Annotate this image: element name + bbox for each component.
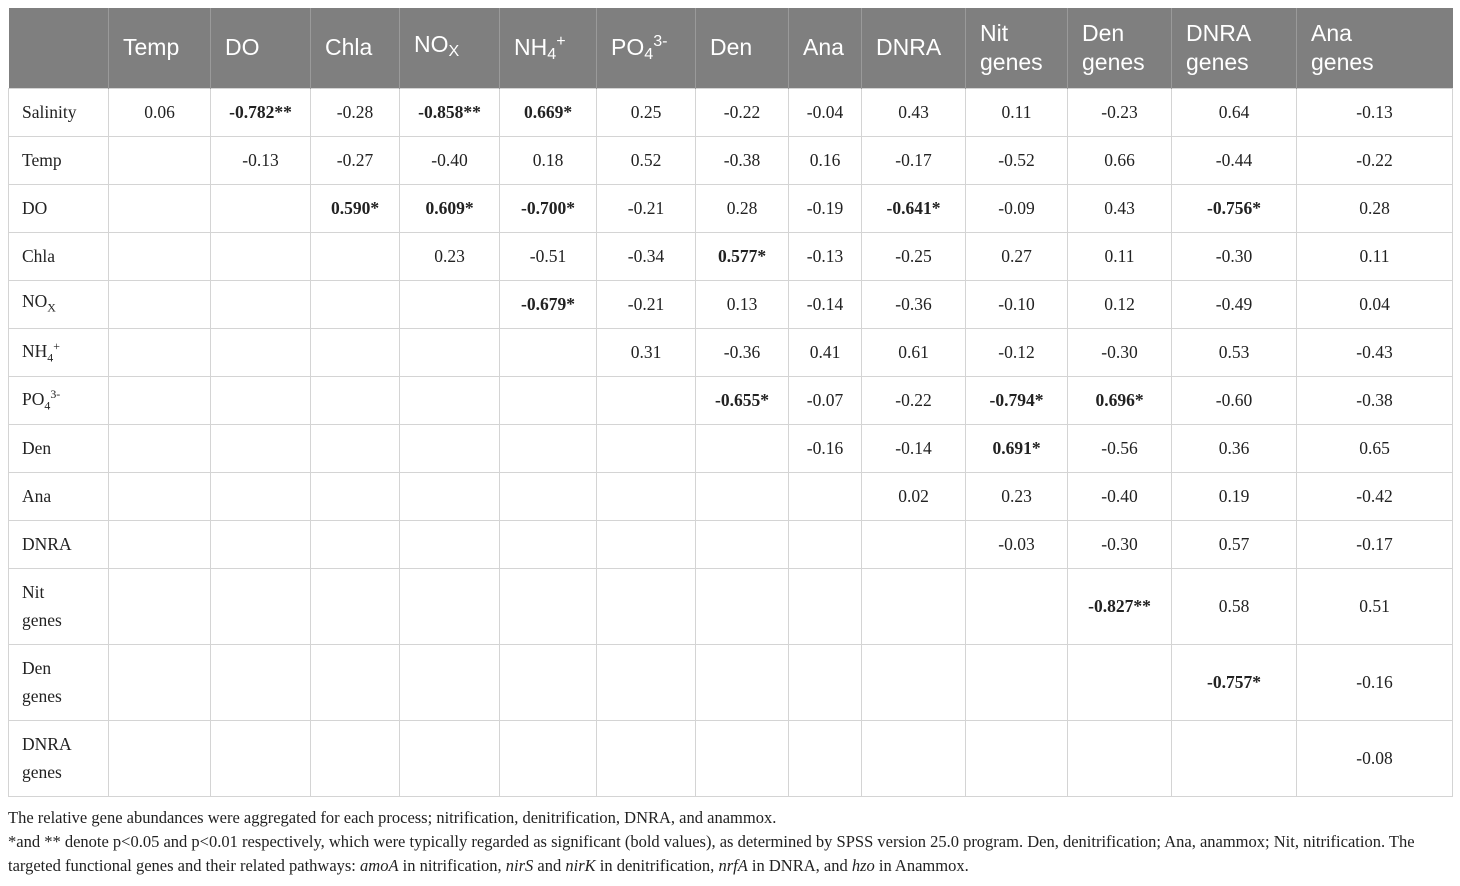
table-cell (500, 472, 597, 520)
row-label: DNRA (9, 520, 109, 568)
table-cell: -0.08 (1297, 720, 1453, 796)
table-cell: 0.696* (1068, 376, 1172, 424)
table-cell (1172, 720, 1297, 796)
table-cell: 0.43 (1068, 184, 1172, 232)
table-cell (211, 424, 311, 472)
table-cell (311, 232, 400, 280)
header-row (9, 8, 1453, 88)
table-cell: -0.655* (696, 376, 789, 424)
table-row (9, 232, 1453, 280)
table-cell (597, 720, 696, 796)
row-label: $PO_4^{3-}$ (9, 376, 109, 424)
table-cell: -0.38 (696, 136, 789, 184)
table-cell (109, 520, 211, 568)
table-row (9, 424, 1453, 472)
table-cell (500, 328, 597, 376)
table-cell (211, 520, 311, 568)
table-cell: -0.43 (1297, 328, 1453, 376)
table-cell: 0.02 (862, 472, 966, 520)
table-cell: 0.609* (400, 184, 500, 232)
table-row (9, 328, 1453, 376)
table-cell: -0.22 (862, 376, 966, 424)
table-cell (211, 184, 311, 232)
table-cell: -0.44 (1172, 136, 1297, 184)
table-cell (311, 280, 400, 328)
table-cell (311, 720, 400, 796)
table-cell: 0.61 (862, 328, 966, 376)
table-cell: -0.12 (966, 328, 1068, 376)
correlation-table (8, 8, 1453, 797)
table-cell (400, 280, 500, 328)
table-cell: -0.22 (696, 88, 789, 136)
table-cell (311, 520, 400, 568)
table-cell: -0.13 (1297, 88, 1453, 136)
table-cell (211, 568, 311, 644)
table-cell: -0.21 (597, 184, 696, 232)
table-cell: 0.51 (1297, 568, 1453, 644)
column-header: $PO_4^{3-}$ (597, 8, 696, 88)
table-cell (696, 520, 789, 568)
table-cell (211, 720, 311, 796)
column-header: Den genes (1068, 8, 1172, 88)
table-cell: 0.13 (696, 280, 789, 328)
table-cell: -0.22 (1297, 136, 1453, 184)
table-cell (400, 424, 500, 472)
table-footnotes (8, 806, 1452, 878)
table-cell: -0.14 (862, 424, 966, 472)
table-cell: 0.23 (400, 232, 500, 280)
column-header: Nit genes (966, 8, 1068, 88)
table-cell: -0.42 (1297, 472, 1453, 520)
table-cell: 0.18 (500, 136, 597, 184)
row-label: Den genes (9, 644, 109, 720)
table-cell: 0.53 (1172, 328, 1297, 376)
table-cell (311, 568, 400, 644)
table-cell (211, 472, 311, 520)
table-cell: 0.16 (789, 136, 862, 184)
row-label: Chla (9, 232, 109, 280)
table-cell: -0.25 (862, 232, 966, 280)
table-cell (211, 280, 311, 328)
table-row (9, 280, 1453, 328)
table-cell: -0.30 (1068, 328, 1172, 376)
table-cell: -0.14 (789, 280, 862, 328)
table-cell (400, 720, 500, 796)
table-cell: -0.36 (862, 280, 966, 328)
table-cell: -0.49 (1172, 280, 1297, 328)
table-cell (109, 568, 211, 644)
table-cell: 0.590* (311, 184, 400, 232)
table-cell: -0.858** (400, 88, 500, 136)
table-cell: 0.41 (789, 328, 862, 376)
table-cell: -0.700* (500, 184, 597, 232)
table-cell (862, 644, 966, 720)
table-row (9, 376, 1453, 424)
table-cell: -0.17 (862, 136, 966, 184)
table-cell (597, 472, 696, 520)
table-cell (1068, 720, 1172, 796)
table-cell (109, 720, 211, 796)
table-cell (500, 644, 597, 720)
table-cell: -0.28 (311, 88, 400, 136)
table-cell: 0.06 (109, 88, 211, 136)
table-cell: 0.58 (1172, 568, 1297, 644)
table-cell (1068, 644, 1172, 720)
table-cell (211, 376, 311, 424)
footnote-aggregation: The relative gene abundances were aggregated for each process; nitrification, denitrification, DNRA, and anammox. (8, 807, 777, 827)
table-cell (696, 472, 789, 520)
table-row (9, 720, 1453, 796)
table-cell (109, 136, 211, 184)
table-cell (109, 184, 211, 232)
table-cell: -0.23 (1068, 88, 1172, 136)
table-cell: 0.25 (597, 88, 696, 136)
column-header: $NH_4^+$ (500, 8, 597, 88)
table-cell: -0.827** (1068, 568, 1172, 644)
table-cell (211, 328, 311, 376)
table-cell: -0.10 (966, 280, 1068, 328)
row-label: DO (9, 184, 109, 232)
table-cell (862, 720, 966, 796)
table-cell (500, 568, 597, 644)
table-row (9, 184, 1453, 232)
table-cell: -0.03 (966, 520, 1068, 568)
table-cell (109, 328, 211, 376)
table-cell: -0.36 (696, 328, 789, 376)
table-cell: -0.40 (400, 136, 500, 184)
table-row (9, 136, 1453, 184)
table-cell: 0.11 (1297, 232, 1453, 280)
row-label: Den (9, 424, 109, 472)
table-row (9, 88, 1453, 136)
table-cell: 0.19 (1172, 472, 1297, 520)
table-cell (696, 568, 789, 644)
table-cell (862, 520, 966, 568)
table-cell (400, 472, 500, 520)
table-cell: -0.21 (597, 280, 696, 328)
table-cell (500, 720, 597, 796)
row-label: DNRA genes (9, 720, 109, 796)
table-cell: 0.11 (1068, 232, 1172, 280)
table-cell (966, 644, 1068, 720)
row-label: Salinity (9, 88, 109, 136)
table-cell (500, 376, 597, 424)
table-cell (109, 644, 211, 720)
table-cell: -0.60 (1172, 376, 1297, 424)
table-row (9, 568, 1453, 644)
table-cell: 0.11 (966, 88, 1068, 136)
column-header: Chla (311, 8, 400, 88)
row-label: $NO_X$ (9, 280, 109, 328)
table-cell: -0.09 (966, 184, 1068, 232)
column-header: DO (211, 8, 311, 88)
table-cell: 0.28 (1297, 184, 1453, 232)
column-header: DNRA (862, 8, 966, 88)
table-cell (789, 644, 862, 720)
table-cell (597, 376, 696, 424)
table-cell (400, 376, 500, 424)
table-cell: 0.27 (966, 232, 1068, 280)
table-cell: 0.36 (1172, 424, 1297, 472)
table-row (9, 520, 1453, 568)
table-cell: 0.04 (1297, 280, 1453, 328)
table-cell: 0.52 (597, 136, 696, 184)
table-cell: 0.66 (1068, 136, 1172, 184)
table-cell: -0.679* (500, 280, 597, 328)
table-cell: 0.31 (597, 328, 696, 376)
table-cell (311, 644, 400, 720)
table-cell (696, 644, 789, 720)
table-header (9, 8, 1453, 88)
table-cell (789, 568, 862, 644)
table-cell: -0.641* (862, 184, 966, 232)
table-cell (789, 472, 862, 520)
table-cell (109, 376, 211, 424)
table-cell: -0.13 (211, 136, 311, 184)
table-cell: 0.577* (696, 232, 789, 280)
table-cell (311, 328, 400, 376)
table-cell (500, 424, 597, 472)
table-cell: -0.19 (789, 184, 862, 232)
table-cell: -0.56 (1068, 424, 1172, 472)
table-cell (311, 376, 400, 424)
column-header: $NO_X$ (400, 8, 500, 88)
table-cell: -0.30 (1068, 520, 1172, 568)
table-cell (109, 280, 211, 328)
table-cell (211, 644, 311, 720)
table-row (9, 472, 1453, 520)
table-cell: -0.04 (789, 88, 862, 136)
table-body (9, 88, 1453, 796)
table-cell (597, 520, 696, 568)
table-cell (597, 424, 696, 472)
table-cell: 0.64 (1172, 88, 1297, 136)
table-cell (597, 644, 696, 720)
table-cell: -0.52 (966, 136, 1068, 184)
header-corner (9, 8, 109, 88)
table-cell (400, 568, 500, 644)
table-cell: 0.669* (500, 88, 597, 136)
table-cell (966, 568, 1068, 644)
column-header: Den (696, 8, 789, 88)
table-row (9, 644, 1453, 720)
table-cell: -0.17 (1297, 520, 1453, 568)
table-cell: -0.757* (1172, 644, 1297, 720)
table-cell (789, 720, 862, 796)
table-cell (109, 424, 211, 472)
table-cell: 0.691* (966, 424, 1068, 472)
table-cell (696, 424, 789, 472)
row-label: Nit genes (9, 568, 109, 644)
table-cell (400, 328, 500, 376)
table-cell (400, 644, 500, 720)
table-cell: -0.34 (597, 232, 696, 280)
row-label: Temp (9, 136, 109, 184)
table-cell: -0.756* (1172, 184, 1297, 232)
table-cell (597, 568, 696, 644)
table-cell (311, 424, 400, 472)
footnote-significance: *and ** denote p<0.05 and p<0.01 respectively, which were typically regarded as significant (bold values), as determined by SPSS version 25.0 program. Den, denitrification; Ana, anammox; Nit, nitrification. The targeted functional genes and their related pathways: amoA in nitrification, nirS and nirK in denitrification, nrfA in DNRA, and hzo in Anammox. (8, 831, 1415, 875)
row-label: Ana (9, 472, 109, 520)
table-cell: -0.27 (311, 136, 400, 184)
table-cell: 0.57 (1172, 520, 1297, 568)
table-cell: 0.43 (862, 88, 966, 136)
table-cell: -0.782** (211, 88, 311, 136)
column-header: Ana genes (1297, 8, 1453, 88)
table-cell: -0.16 (789, 424, 862, 472)
table-cell: -0.30 (1172, 232, 1297, 280)
table-cell (109, 472, 211, 520)
table-cell: -0.51 (500, 232, 597, 280)
table-cell (400, 520, 500, 568)
table-cell: -0.38 (1297, 376, 1453, 424)
table-cell: -0.13 (789, 232, 862, 280)
table-figure (8, 8, 1452, 878)
row-label: $NH_4^+$ (9, 328, 109, 376)
table-cell (966, 720, 1068, 796)
table-cell: -0.794* (966, 376, 1068, 424)
table-cell: 0.12 (1068, 280, 1172, 328)
table-cell: -0.07 (789, 376, 862, 424)
table-cell: -0.40 (1068, 472, 1172, 520)
table-cell (311, 472, 400, 520)
table-cell (862, 568, 966, 644)
table-cell (696, 720, 789, 796)
column-header: Temp (109, 8, 211, 88)
table-cell: 0.28 (696, 184, 789, 232)
table-cell (500, 520, 597, 568)
table-cell: -0.16 (1297, 644, 1453, 720)
table-cell (789, 520, 862, 568)
table-cell: 0.23 (966, 472, 1068, 520)
column-header: Ana (789, 8, 862, 88)
table-cell (109, 232, 211, 280)
column-header: DNRA genes (1172, 8, 1297, 88)
table-cell (211, 232, 311, 280)
table-cell: 0.65 (1297, 424, 1453, 472)
